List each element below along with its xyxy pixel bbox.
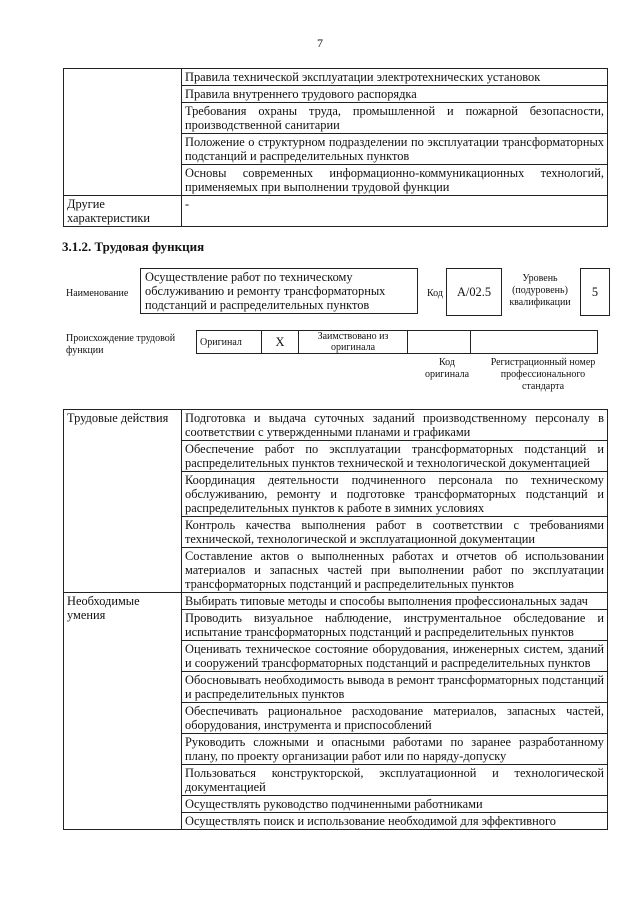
action-item: Подготовка и выдача суточных заданий производственному персоналу в соответствии с утвержденными планами и графиками	[182, 410, 608, 441]
origin-reg-cell	[471, 331, 598, 354]
knowledge-item: Правила внутреннего трудового распорядка	[182, 86, 608, 103]
other-characteristics-value: -	[182, 196, 608, 227]
skill-item: Обеспечивать рациональное расходование материалов, запасных частей, оборудования, инструмента и приспособлений	[182, 703, 608, 734]
actions-label: Трудовые действия	[64, 410, 182, 593]
name-label: Наименование	[66, 288, 129, 299]
code-caption: Код оригинала	[424, 357, 470, 380]
action-item: Координация деятельности подчиненного персонала по техническому обслуживанию, ремонту и подготовке трансформаторных подстанций и распределительных пунктов к работе в зимних условиях	[182, 472, 608, 517]
knowledge-item: Правила технической эксплуатации электротехнических установок	[182, 69, 608, 86]
page-number: 7	[317, 36, 323, 50]
skills-label: Необходимые умения	[64, 593, 182, 830]
borrowed-label: Заимствовано из оригинала	[299, 331, 408, 354]
knowledge-item: Положение о структурном подразделении по эксплуатации трансформаторных подстанций и распределительных пунктов	[182, 134, 608, 165]
function-name-box: Осуществление работ по техническому обслуживанию и ремонту трансформаторных подстанций и распределительных пунктов	[140, 268, 418, 314]
code-label: Код	[427, 288, 443, 299]
original-mark: Х	[262, 331, 299, 354]
skill-item: Руководить сложными и опасными работами по заранее разработанному плану, по проекту организации работ или по наряду-допуску	[182, 734, 608, 765]
skill-item: Осуществлять поиск и использование необходимой для эффективного	[182, 813, 608, 830]
skill-item: Обосновывать необходимость вывода в ремонт трансформаторных подстанций и распределительных пунктов	[182, 672, 608, 703]
origin-code-cell	[408, 331, 471, 354]
knowledge-label-cell	[64, 69, 182, 196]
knowledge-item: Требования охраны труда, промышленной и пожарной безопасности, производственной санитарии	[182, 103, 608, 134]
knowledge-table	[63, 68, 608, 227]
section-title: 3.1.2. Трудовая функция	[62, 239, 205, 254]
action-item: Контроль качества выполнения работ в соответствии с требованиями технической, технологической и эксплуатационной документации	[182, 517, 608, 548]
action-item: Обеспечение работ по эксплуатации трансформаторных подстанций и распределительных пунктов технической и технологической документацией	[182, 441, 608, 472]
action-item: Составление актов о выполненных работах и отчетов об использовании материалов и запасных частей при выполнении работ по эксплуатации трансформаторных подстанций и распределительных пунктов	[182, 548, 608, 593]
qualification-level-label: Уровень (подуровень) квалификации	[509, 273, 571, 308]
skill-item: Проводить визуальное наблюдение, инструментальное обследование и испытание трансформаторных подстанций и распределительных пунктов	[182, 610, 608, 641]
function-details-table	[63, 409, 608, 830]
origin-label: Происхождение трудовой функции	[66, 333, 176, 356]
skill-item: Осуществлять руководство подчиненными работниками	[182, 796, 608, 813]
skill-item: Пользоваться конструкторской, эксплуатационной и технологической документацией	[182, 765, 608, 796]
other-characteristics-label: Другие характеристики	[64, 196, 182, 227]
qualification-level-box: 5	[580, 268, 610, 316]
reg-number-caption: Регистрационный номер профессионального стандарта	[490, 357, 596, 392]
knowledge-item: Основы современных информационно-коммуникационных технологий, применяемых при выполнении трудовой функции	[182, 165, 608, 196]
skill-item: Выбирать типовые методы и способы выполнения профессиональных задач	[182, 593, 608, 610]
skill-item: Оценивать техническое состояние оборудования, инженерных систем, зданий и сооружений трансформаторных подстанций и распределительных пунктов	[182, 641, 608, 672]
origin-table	[196, 330, 598, 354]
function-code-box: А/02.5	[446, 268, 502, 316]
original-label: Оригинал	[197, 331, 262, 354]
